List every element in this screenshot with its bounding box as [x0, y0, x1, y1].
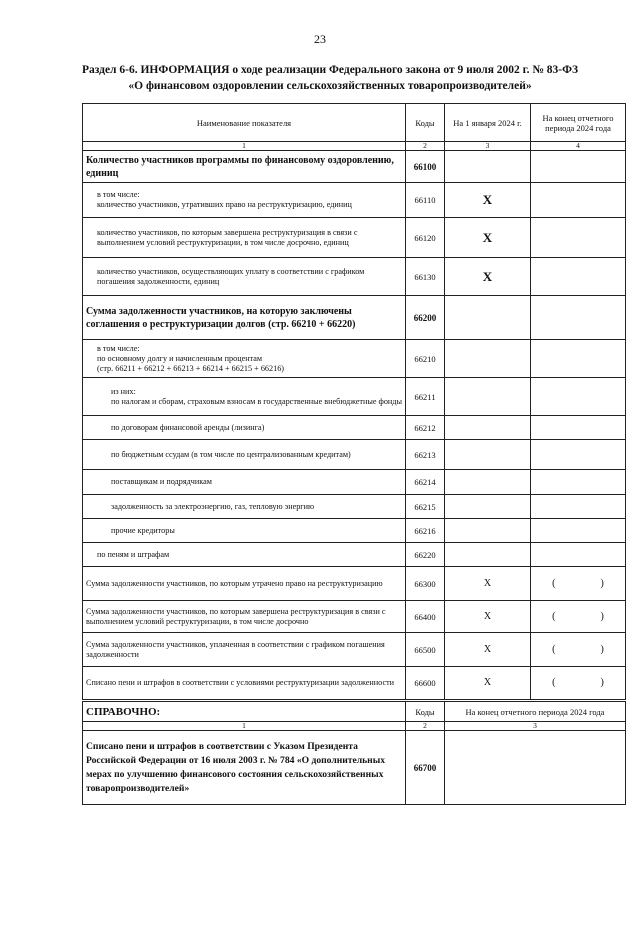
row-end: [531, 340, 626, 378]
row-jan: [445, 495, 531, 519]
reference-row-code: 66700: [406, 731, 445, 805]
row-end: [531, 440, 626, 470]
ref-colnum-2: 2: [406, 722, 445, 731]
row-end: [531, 151, 626, 183]
ref-colnum-1: 1: [83, 722, 406, 731]
row-jan: [445, 340, 531, 378]
table-row: [83, 601, 626, 633]
table-row: [83, 296, 626, 340]
row-code: 66110: [406, 183, 445, 218]
table-row: [83, 416, 626, 440]
row-jan: [445, 296, 531, 340]
row-label: поставщикам и подрядчикам: [83, 470, 406, 495]
row-label: задолженность за электроэнергию, газ, тепловую энергию: [83, 495, 406, 519]
row-jan: [445, 378, 531, 416]
row-end: [531, 218, 626, 258]
row-end: [531, 495, 626, 519]
row-end: [531, 183, 626, 218]
header-name: Наименование показателя: [83, 104, 406, 142]
header-jan: На 1 января 2024 г.: [445, 104, 531, 142]
table-row: [83, 378, 626, 416]
row-code: 66212: [406, 416, 445, 440]
row-jan: X: [445, 218, 531, 258]
ref-colnum-3: 3: [445, 722, 626, 731]
row-end: ( ): [531, 667, 626, 700]
row-code: 66100: [406, 151, 445, 183]
row-label-formula: (стр. 66211 + 66212 + 66213 + 66214 + 66215 + 66216): [97, 363, 285, 373]
reference-colnum-row: [83, 722, 626, 731]
row-label-text: по налогам и сборам, страховым взносам в государственные внебюджетные фонды: [111, 396, 402, 406]
reference-table: [82, 701, 626, 805]
row-label: по договорам финансовой аренды (лизинга): [83, 416, 406, 440]
row-code: 66120: [406, 218, 445, 258]
row-end: [531, 543, 626, 567]
row-end: ( ): [531, 601, 626, 633]
row-code: 66211: [406, 378, 445, 416]
table-row: [83, 667, 626, 700]
section-title: [60, 62, 600, 94]
row-jan: X: [445, 183, 531, 218]
table-row: [83, 258, 626, 296]
row-label: по пеням и штрафам: [83, 543, 406, 567]
table-row: [83, 731, 626, 805]
row-label: прочие кредиторы: [83, 519, 406, 543]
row-label-text: количество участников, утративших право на реструктуризацию, единиц: [97, 200, 352, 209]
row-label: Сумма задолженности участников, уплаченная в соответствии с графиком погашения задолженности: [83, 633, 406, 667]
row-jan: [445, 416, 531, 440]
table-row: [83, 470, 626, 495]
row-code: 66200: [406, 296, 445, 340]
row-jan: X: [445, 567, 531, 601]
table-row: [83, 440, 626, 470]
row-jan: [445, 543, 531, 567]
colnum-2: 2: [406, 142, 445, 151]
header-row: [83, 104, 626, 142]
row-code: 66215: [406, 495, 445, 519]
row-end: [531, 416, 626, 440]
table-row: [83, 340, 626, 378]
row-code: 66213: [406, 440, 445, 470]
row-code: 66220: [406, 543, 445, 567]
row-label: количество участников, осуществляющих уплату в соответствии с графиком погашения задолженности, единиц: [83, 258, 406, 296]
row-end: ( ): [531, 633, 626, 667]
row-code: 66500: [406, 633, 445, 667]
main-table: [82, 103, 626, 700]
row-jan: [445, 519, 531, 543]
row-code: 66216: [406, 519, 445, 543]
table-row: [83, 151, 626, 183]
table-row: [83, 218, 626, 258]
table-row: [83, 543, 626, 567]
row-label: Сумма задолженности участников, по которым утрачено право на реструктуризацию: [83, 567, 406, 601]
colnum-3: 3: [445, 142, 531, 151]
header-codes: Коды: [406, 104, 445, 142]
row-end: [531, 258, 626, 296]
row-label: Сумма задолженности участников, по которым завершена реструктуризация в связи с выполнением условий реструктуризации, в том числе досрочно: [83, 601, 406, 633]
reference-row-end: [445, 731, 626, 805]
table-row: [83, 567, 626, 601]
row-code: 66130: [406, 258, 445, 296]
table-row: [83, 183, 626, 218]
row-jan: X: [445, 667, 531, 700]
row-label: Списано пени и штрафов в соответствии с условиями реструктуризации задолженности: [83, 667, 406, 700]
reference-header-codes: Коды: [406, 702, 445, 722]
colnum-1: 1: [83, 142, 406, 151]
reference-title: СПРАВОЧНО:: [83, 702, 406, 722]
reference-row-label: Списано пени и штрафов в соответствии с Указом Президента Российской Федерации от 16 июля 2003 г. № 784 «О дополнительных мерах по улучшению финансового состояния сельскохозяйственных товаропроизводителей»: [83, 731, 406, 805]
reference-header-end: На конец отчетного периода 2024 года: [445, 702, 626, 722]
row-code: 66214: [406, 470, 445, 495]
row-end: [531, 296, 626, 340]
row-jan: X: [445, 258, 531, 296]
row-code: 66300: [406, 567, 445, 601]
table-row: [83, 519, 626, 543]
row-label: [83, 340, 406, 378]
title-line-2: «О финансовом оздоровлении сельскохозяйственных товаропроизводителей»: [128, 80, 532, 92]
row-label-text: по основному долгу и начисленным процентам: [97, 353, 263, 363]
header-end: На конец отчетного периода 2024 года: [531, 104, 626, 142]
row-jan: X: [445, 633, 531, 667]
row-jan: [445, 151, 531, 183]
row-label-prefix: в том числе:: [97, 190, 140, 199]
colnum-4: 4: [531, 142, 626, 151]
row-label: по бюджетным ссудам (в том числе по централизованным кредитам): [83, 440, 406, 470]
row-label: [83, 183, 406, 218]
row-end: [531, 519, 626, 543]
table-row: [83, 495, 626, 519]
column-number-row: [83, 142, 626, 151]
row-label: количество участников, по которым завершена реструктуризация в связи с выполнением условий реструктуризации, в том числе досрочно, единиц: [83, 218, 406, 258]
row-label-prefix: из них:: [111, 386, 136, 396]
title-line-1: Раздел 6-6. ИНФОРМАЦИЯ о ходе реализации Федерального закона от 9 июля 2002 г. № 83-ФЗ: [81, 64, 579, 76]
row-code: 66600: [406, 667, 445, 700]
row-jan: [445, 470, 531, 495]
table-row: [83, 633, 626, 667]
row-label-prefix: в том числе:: [97, 343, 140, 353]
row-jan: [445, 440, 531, 470]
row-end: [531, 378, 626, 416]
row-code: 66210: [406, 340, 445, 378]
row-label: Сумма задолженности участников, на которую заключены соглашения о реструктуризации долгов (стр. 66210 + 66220): [83, 296, 406, 340]
row-code: 66400: [406, 601, 445, 633]
row-end: [531, 470, 626, 495]
row-label: [83, 378, 406, 416]
row-jan: X: [445, 601, 531, 633]
reference-header-row: [83, 702, 626, 722]
row-end: ( ): [531, 567, 626, 601]
page-number: 23: [314, 32, 326, 46]
row-label: Количество участников программы по финансовому оздоровлению, единиц: [83, 151, 406, 183]
